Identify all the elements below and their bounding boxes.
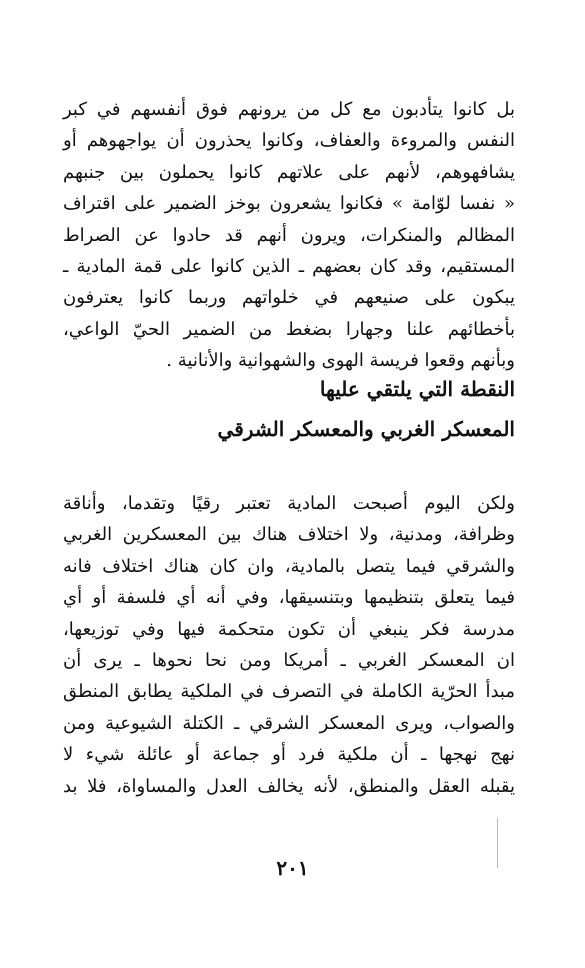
text-line: بأخطائهم علنا وجهارا بضغط من الضمير الحيّ الواعي، [63,318,515,340]
page-number: ٢٠١ [276,856,309,880]
text-line: وظرافة، ومدنية، ولا اختلاف هناك بين المعسكرين الغربي [63,524,515,546]
text-line: النفس والمروءة والعفاف، وكانوا يحذرون أن يواجهوهم أو [63,130,515,152]
section-heading-line-two: المعسكر الغربي والمعسكر الشرقي [217,417,515,441]
text-line: مدرسة فكر ينبغي أن تكون متحكمة فيها وفي توزيعها، [63,618,515,640]
text-line: والشرقي فيما يتصل بالمادية، وان كان هناك اختلاف فانه [63,555,515,577]
text-line: ان المعسكر الغربي ـ أمريكا ومن نحا نحوها ـ يرى أن [63,649,515,671]
text-line: يقبله العقل والمنطق، لأنه يخالف العدل والمساواة، فلا بد [63,775,515,797]
text-line: بل كانوا يتأدبون مع كل من يرونهم فوق أنفسهم في كبر [63,99,515,120]
text-line: المظالم والمنكرات، ويرون أنهم قد حادوا عن الصراط [63,224,515,246]
text-line: يشافهوهم، لأنهم على علاتهم كانوا يحملون بين جنبهم [63,161,515,183]
text-line: المستقيم، وقد كان بعضهم ـ الذين كانوا على قمة المادية ـ [63,255,515,277]
paragraph-two [63,488,515,802]
text-line: مبدأ الحرّية الكاملة في التصرف في الملكية يطابق المنطق [63,681,515,703]
text-line: نهج نهجها ـ أن ملكية فرد أو جماعة أو عائلة شيء لا [63,744,515,766]
text-line: « نفسا لوّامة » فكانوا يشعرون بوخز الضمير على اقتراف [63,193,515,215]
text-line: فيما يتعلق بتنظيمها وبتنسيقها، وفي أنه أي فلسفة أو أي [63,587,515,609]
text-line: يبكون على صنيعهم في خلواتهم وربما كانوا يعترفون [63,287,515,309]
paragraph-one [63,94,515,377]
text-line: وبأنهم وقعوا فريسة الهوى والشهوانية والأنانية . [166,350,515,372]
section-heading-line-one: النقطة التي يلتقي عليها [319,377,515,401]
text-line: ولكن اليوم أصبحت المادية تعتبر رقيًا وتقدما، وأناقة [63,493,515,514]
text-line: والصواب، ويرى المعسكر الشرقي ـ الكتلة الشيوعية ومن [63,712,515,734]
